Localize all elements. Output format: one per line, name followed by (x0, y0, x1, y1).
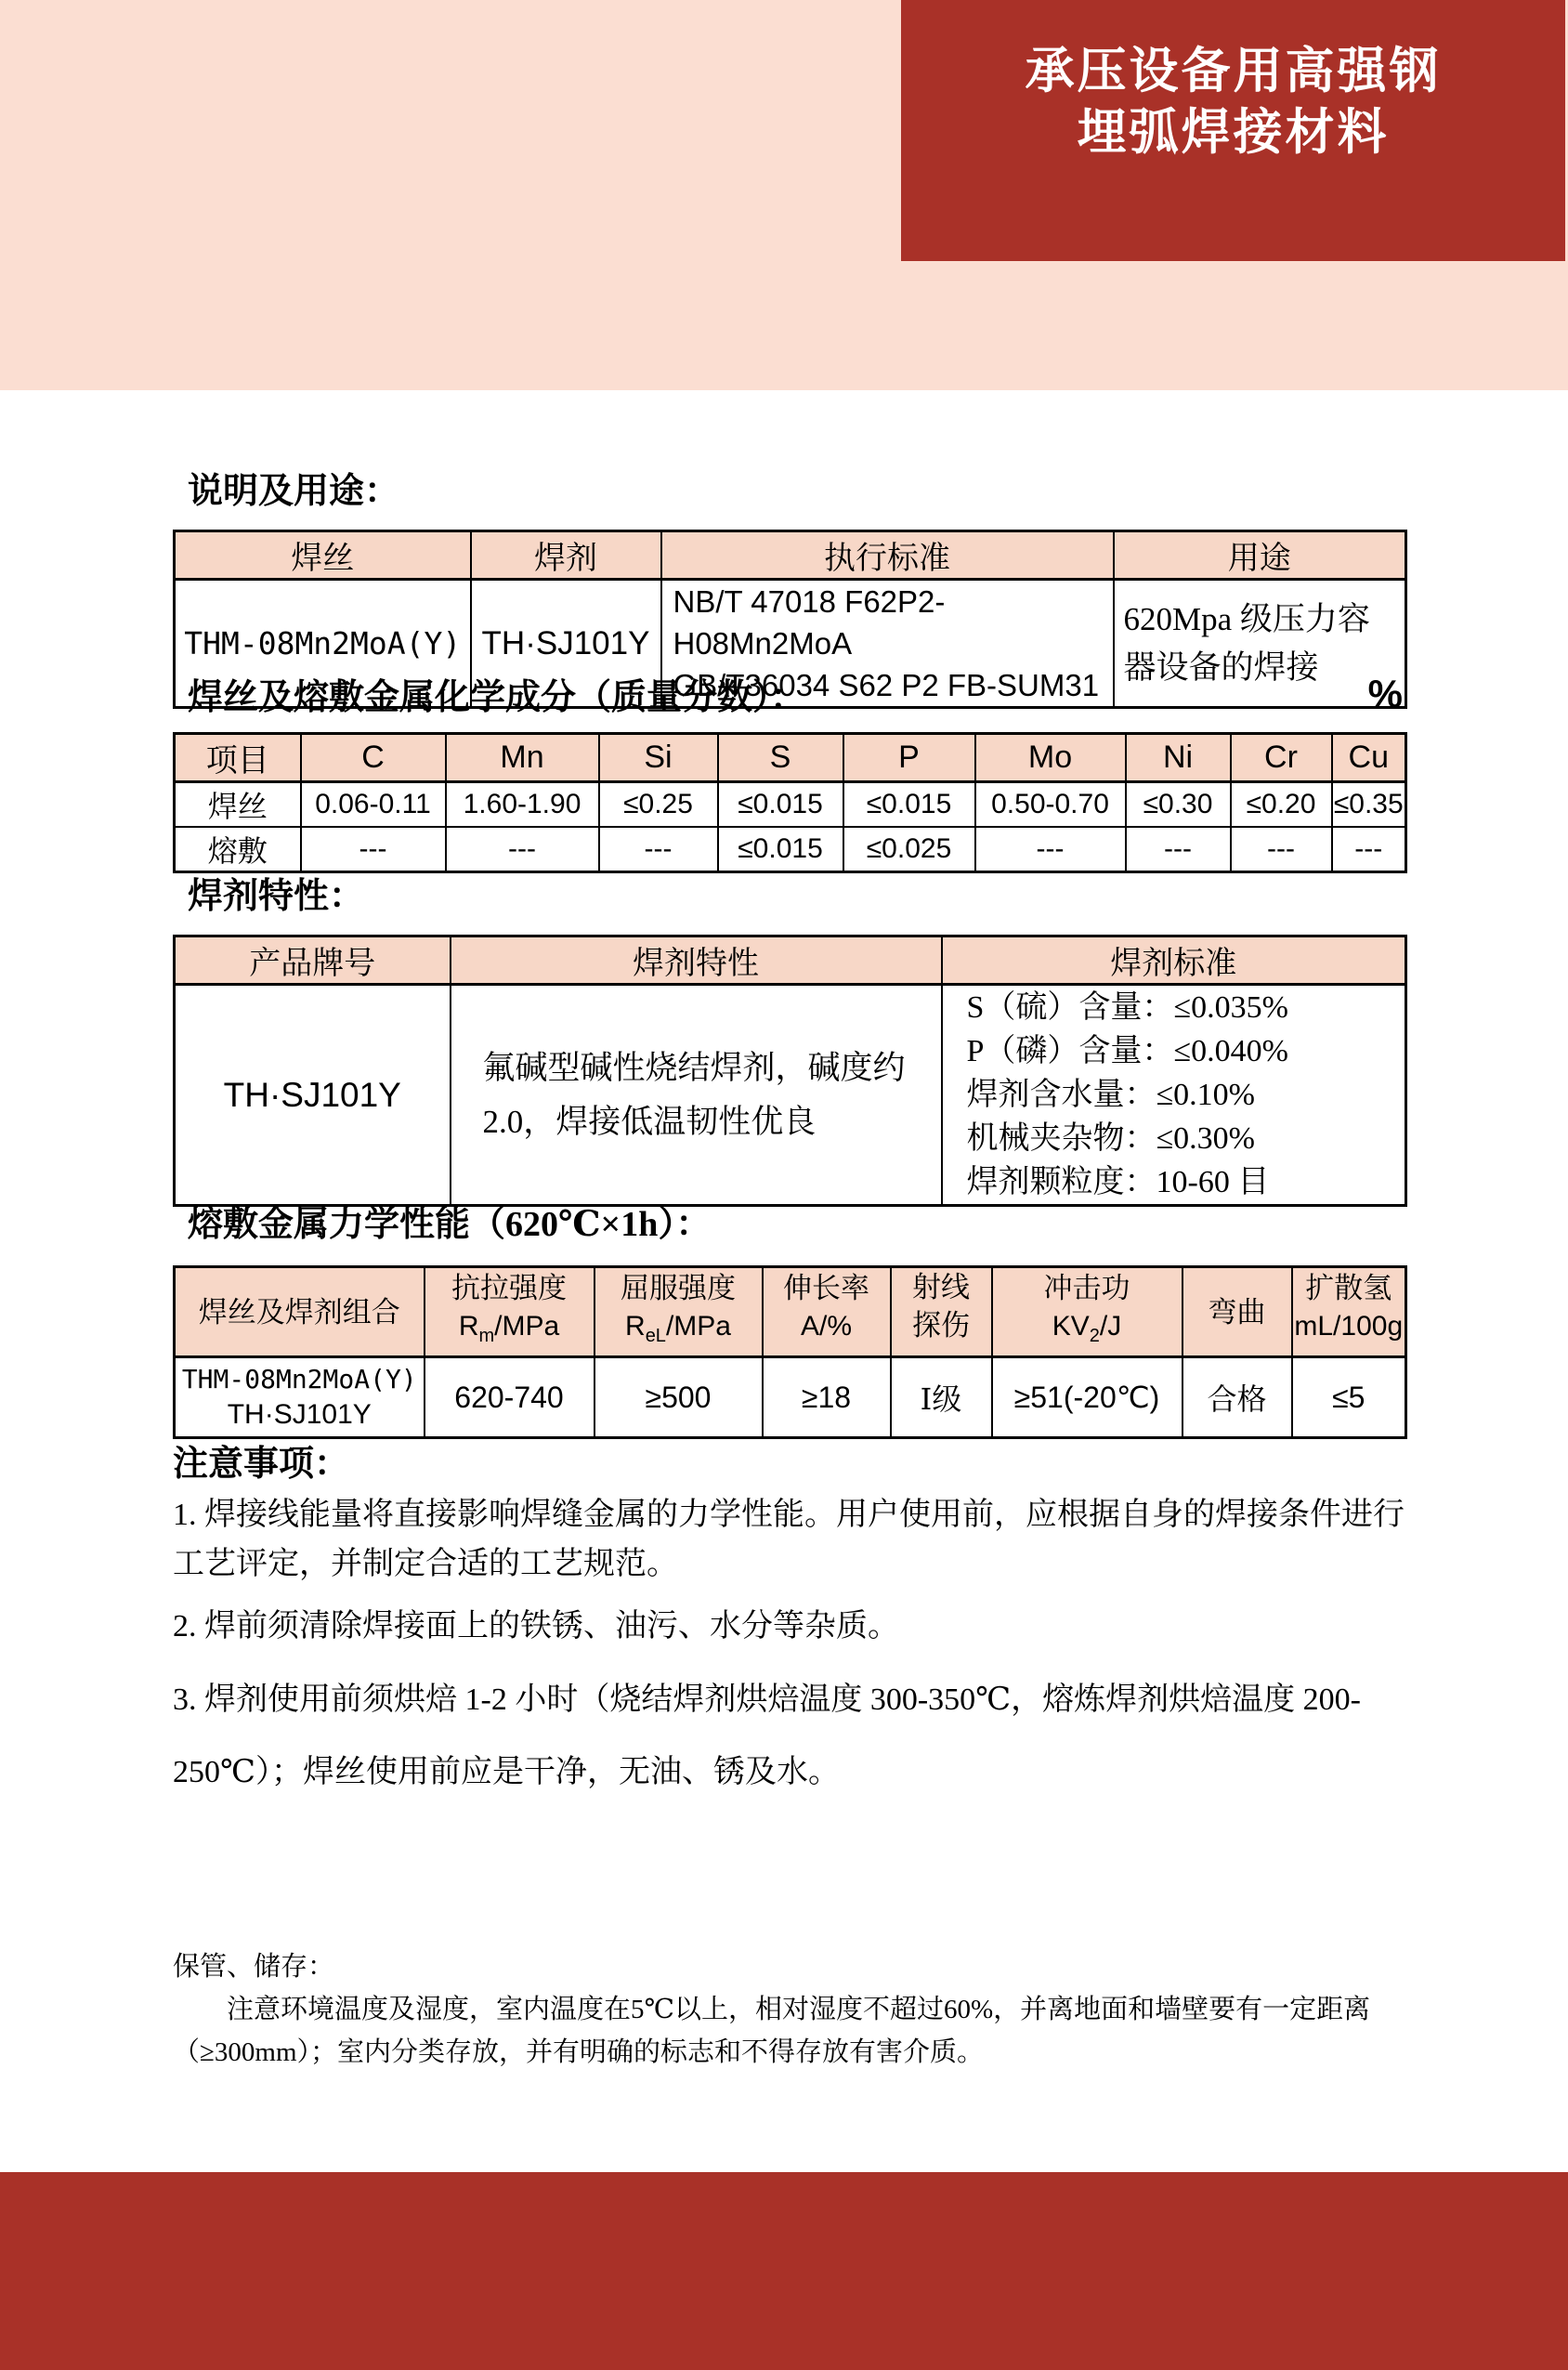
chem-wire-si: ≤0.25 (599, 782, 718, 828)
chem-row-deposit-label: 熔敷 (175, 827, 301, 872)
mech-yield-value: ≥500 (595, 1357, 763, 1438)
flux-col-standard: 焊剂标准 (942, 936, 1406, 985)
usage-col-standard: 执行标准 (661, 531, 1114, 580)
storage-heading: 保管、储存： (173, 1952, 335, 1982)
chem-dep-p: ≤0.025 (843, 827, 975, 872)
mech-hydrogen-value: ≤5 (1292, 1357, 1406, 1438)
chem-wire-cu: ≤0.35 (1332, 782, 1406, 828)
mech-col-bend (1183, 1267, 1292, 1357)
chem-col-cu: Cu (1332, 734, 1406, 782)
mech-header-row (175, 1267, 1406, 1357)
usage-header-row (175, 531, 1406, 580)
chem-dep-mn: --- (446, 827, 599, 872)
chem-wire-s: ≤0.015 (718, 782, 843, 828)
flux-standard-water: 焊剂含水量：≤0.10% (966, 1078, 1255, 1112)
mech-col-ray-label: 射线 (912, 1271, 970, 1303)
chem-dep-mo: --- (975, 827, 1126, 872)
chem-dep-c: --- (301, 827, 446, 872)
chem-row-wire (175, 782, 1406, 828)
chem-wire-c: 0.06-0.11 (301, 782, 446, 828)
usage-col-flux: 焊剂 (471, 531, 661, 580)
flux-standard-p: P（磷）含量：≤0.040% (966, 1034, 1288, 1068)
chemical-heading-text: 焊丝及熔敷金属化学成分（质量分数）： (188, 678, 806, 717)
note-item-2: 2. 焊前须清除焊接面上的铁锈、油污、水分等杂质。 (173, 1609, 899, 1643)
flux-standards (942, 985, 1406, 1206)
chemical-table (173, 732, 1407, 873)
chem-col-s: S (718, 734, 843, 782)
chem-wire-mo: 0.50-0.70 (975, 782, 1126, 828)
mech-col-elongation: 伸长率 A/% (763, 1267, 891, 1357)
mech-col-bend-label: 弯曲 (1208, 1295, 1266, 1329)
mech-col-yield-label: 屈服强度 (621, 1271, 736, 1304)
mech-col-combo (175, 1267, 425, 1357)
chemical-heading (173, 672, 1405, 720)
use-cell: 620Mpa 级压力容器设备的焊接 (1114, 580, 1406, 708)
storage-section (173, 1947, 1429, 2074)
flux-data-row (175, 985, 1406, 1206)
chem-col-mo: Mo (975, 734, 1126, 782)
chem-row-deposit (175, 827, 1406, 872)
chem-wire-mn: 1.60-1.90 (446, 782, 599, 828)
flux-header-row (175, 936, 1406, 985)
chem-dep-cu: --- (1332, 827, 1406, 872)
mech-col-yield: 屈服强度 $R_{eL}$/MPa (595, 1267, 763, 1357)
banner-title-line2: 埋弧焊接材料 (1077, 105, 1390, 160)
chem-wire-p: ≤0.015 (843, 782, 975, 828)
flux-standard-s: S（硫）含量：≤0.035% (966, 990, 1288, 1025)
mech-impact-value: ≥51(-20℃) (992, 1357, 1183, 1438)
mechanical-table (173, 1265, 1407, 1439)
chem-dep-s: ≤0.015 (718, 827, 843, 872)
chem-dep-ni: --- (1126, 827, 1231, 872)
flux-col-brand: 产品牌号 (175, 936, 451, 985)
chem-col-si: Si (599, 734, 718, 782)
flux-table (173, 935, 1407, 1207)
wire-model: THM-08Mn2MoA(Y) (175, 580, 471, 708)
storage-body: 注意环境温度及湿度，室内温度在5℃以上，相对湿度不超过60%，并离地面和墙壁要有一定距离（≥300mm）；室内分类存放，并有明确的标志和不得存放有害介质。 (173, 1995, 1371, 2067)
mech-bend-value: 合格 (1183, 1357, 1292, 1438)
title-banner (901, 0, 1565, 261)
chem-wire-cr: ≤0.20 (1231, 782, 1332, 828)
mechanical-heading: 熔敷金属力学性能（620℃×1h）： (188, 1205, 712, 1244)
banner-title-line1: 承压设备用高强钢 (1025, 44, 1442, 98)
chem-col-ni: Ni (1126, 734, 1231, 782)
flux-heading: 焊剂特性： (188, 877, 365, 916)
note-item-1: 1. 焊接线能量将直接影响焊缝金属的力学性能。用户使用前，应根据自身的焊接条件进行工艺评定，并制定合适的工艺规范。 (173, 1498, 1405, 1581)
mech-col-tensile-label: 抗拉强度 (451, 1271, 567, 1304)
mech-col-hydrogen-label: 扩散氢 (1305, 1271, 1392, 1304)
flux-col-chars: 焊剂特性 (451, 936, 942, 985)
chem-col-item: 项目 (175, 734, 301, 782)
percent-unit: % (1367, 672, 1403, 715)
mech-combo-flux: TH·SJ101Y (227, 1399, 372, 1431)
chem-dep-cr: --- (1231, 827, 1332, 872)
bottom-band (0, 2172, 1568, 2370)
standard-line2: GB/T36034 S62 P2 FB-SUM31 (673, 668, 1100, 702)
chem-col-c: C (301, 734, 446, 782)
flux-model: TH·SJ101Y (471, 580, 661, 708)
chem-col-p: P (843, 734, 975, 782)
flux-standard-inclusion: 机械夹杂物：≤0.30% (966, 1121, 1255, 1156)
usage-col-use: 用途 (1114, 531, 1406, 580)
standard-line1: NB/T 47018 F62P2-H08Mn2MoA (673, 584, 946, 661)
mech-col-elongation-label: 伸长率 (783, 1271, 869, 1304)
chem-wire-ni: ≤0.30 (1126, 782, 1231, 828)
mech-combo (175, 1357, 425, 1438)
usage-heading: 说明及用途： (188, 472, 400, 511)
flux-standard-grain: 焊剂颗粒度：10-60 目 (966, 1165, 1270, 1199)
notes-list (173, 1490, 1419, 1822)
note-item-3: 3. 焊剂使用前须烘焙 1-2 小时（烧结焊剂烘焙温度 300-350℃，熔炼焊剂烘焙温度 200-250℃）；焊丝使用前应是干净，无油、锈及水。 (173, 1683, 1361, 1789)
mech-combo-wire: THM-08Mn2MoA(Y) (181, 1364, 417, 1395)
chem-dep-si: --- (599, 827, 718, 872)
chem-row-wire-label: 焊丝 (175, 782, 301, 828)
usage-col-wire: 焊丝 (175, 531, 471, 580)
mech-elongation-value: ≥18 (763, 1357, 891, 1438)
chemical-header-row (175, 734, 1406, 782)
notes-heading: 注意事项： (173, 1445, 350, 1484)
flux-characteristics: 氟碱型碱性烧结焊剂，碱度约2.0，焊接低温韧性优良 (451, 985, 942, 1206)
mech-col-ray: 射线 探伤 (891, 1267, 992, 1357)
flux-brand: TH·SJ101Y (175, 985, 451, 1206)
mech-col-tensile: 抗拉强度 $R_m$/MPa (425, 1267, 595, 1357)
mech-col-impact-label: 冲击功 (1043, 1271, 1130, 1304)
mech-ray-value: Ⅰ级 (891, 1357, 992, 1438)
mech-col-impact: 冲击功 $KV_2/J$ (992, 1267, 1183, 1357)
chem-col-cr: Cr (1231, 734, 1332, 782)
mech-col-hydrogen: 扩散氢 mL/100g (1292, 1267, 1406, 1357)
mech-tensile-value: 620-740 (425, 1357, 595, 1438)
mech-data-row (175, 1357, 1406, 1438)
mech-col-combo-label: 焊丝及焊剂组合 (198, 1295, 400, 1329)
chem-col-mn: Mn (446, 734, 599, 782)
